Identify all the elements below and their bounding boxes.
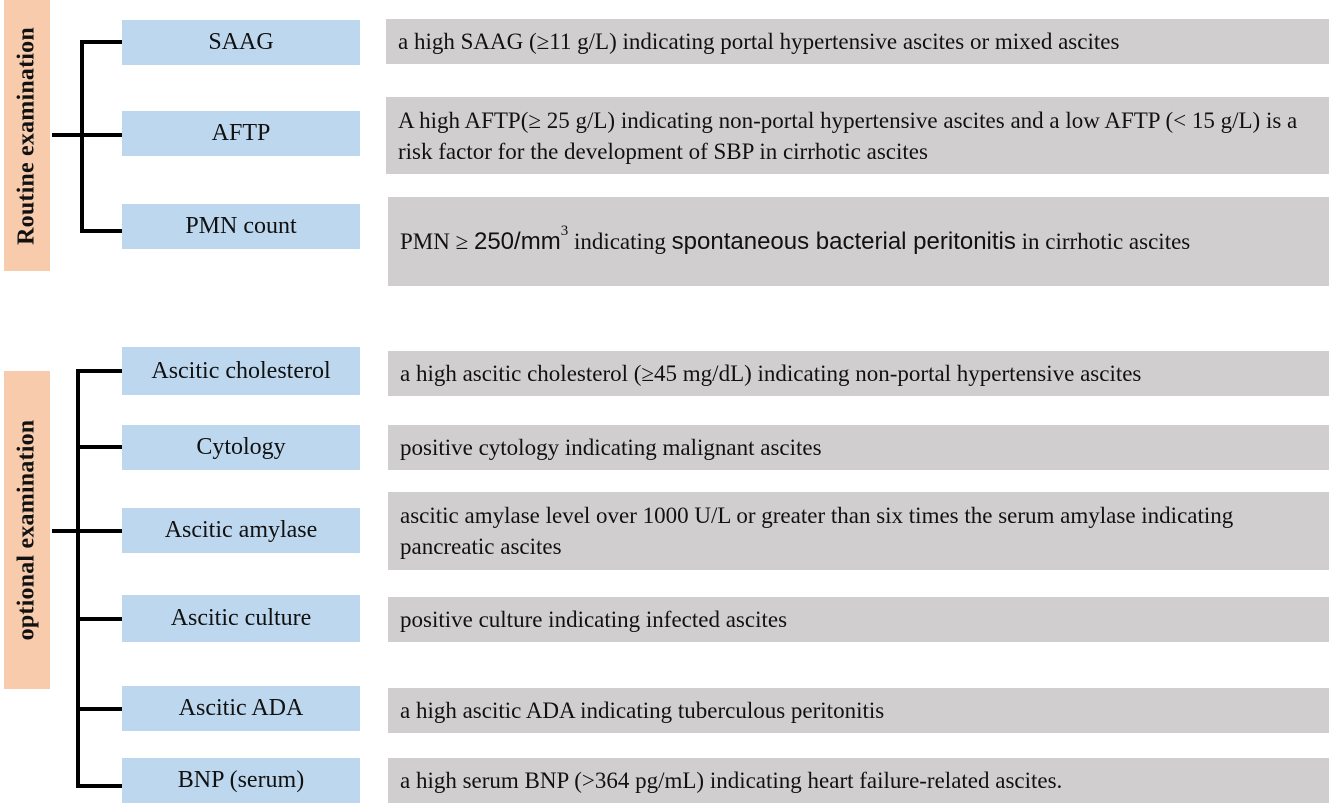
test-name: Ascitic ADA — [178, 695, 304, 721]
test-name: BNP (serum) — [177, 767, 305, 793]
test-name: PMN count — [185, 213, 297, 239]
test-description: a high ascitic cholesterol (≥45 mg/dL) indicating non-portal hypertensive ascites — [400, 361, 1142, 386]
optional-connector-branch-culture — [76, 617, 122, 621]
test-box-bnp-serum — [122, 758, 360, 803]
desc-box-aftp — [386, 97, 1329, 174]
test-name: AFTP — [211, 120, 271, 146]
routine-connector-branch-pmn — [80, 229, 122, 233]
pmn-suffix: in cirrhotic ascites — [1015, 229, 1191, 254]
routine-connector-branch-saag — [80, 40, 122, 44]
test-description: positive culture indicating infected ascites — [400, 607, 788, 632]
test-name: Ascitic amylase — [164, 517, 318, 543]
desc-box-ascitic-ada — [388, 688, 1329, 733]
desc-box-ascitic-cholesterol — [388, 351, 1329, 396]
desc-box-cytology — [388, 425, 1329, 470]
test-description: a high ascitic ADA indicating tuberculous peritonitis — [400, 698, 885, 723]
test-box-cytology — [122, 425, 360, 470]
desc-box-pmn-count — [388, 197, 1329, 286]
optional-group-label — [4, 371, 50, 689]
test-name: Cytology — [196, 434, 286, 460]
test-box-saag — [122, 20, 360, 65]
routine-connector-branch-aftp — [80, 133, 122, 137]
desc-box-saag — [386, 19, 1329, 64]
pmn-middle: indicating — [568, 229, 672, 254]
test-box-aftp — [122, 111, 360, 156]
test-name: Ascitic cholesterol — [151, 357, 331, 384]
test-name: Ascitic culture — [170, 605, 312, 631]
test-box-ascitic-culture — [122, 595, 360, 642]
test-box-ascitic-cholesterol — [122, 347, 360, 395]
optional-connector-branch-cholesterol — [76, 369, 122, 373]
pmn-value: 250/mm — [473, 228, 561, 255]
desc-box-bnp-serum — [388, 758, 1329, 803]
test-description: a high serum BNP (>364 pg/mL) indicating heart failure-related ascites. — [400, 768, 1063, 793]
test-description: a high SAAG (≥11 g/L) indicating portal hypertensive ascites or mixed ascites — [398, 29, 1120, 54]
desc-box-ascitic-culture — [388, 597, 1329, 642]
optional-connector-spine — [76, 369, 80, 788]
test-box-pmn-count — [122, 204, 360, 249]
optional-group-label-text: optional examination — [13, 419, 40, 641]
routine-group-label-text: Routine examination — [13, 26, 40, 245]
optional-connector-branch-amylase — [76, 529, 122, 533]
test-box-ascitic-amylase — [122, 508, 360, 553]
desc-box-ascitic-amylase — [388, 492, 1329, 570]
routine-group-label — [4, 0, 50, 271]
test-description: A high AFTP(≥ 25 g/L) indicating non-portal hypertensive ascites and a low AFTP (< 15 g/L) is a risk factor for the development of SBP in cirrhotic ascites — [398, 107, 1298, 164]
test-description: positive cytology indicating malignant ascites — [400, 435, 822, 460]
optional-connector-branch-ada — [76, 707, 122, 711]
test-description — [400, 223, 1191, 257]
test-name: SAAG — [208, 29, 274, 55]
optional-connector-branch-bnp — [76, 784, 122, 788]
optional-connector-branch-cytology — [76, 445, 122, 449]
test-description: ascitic amylase level over 1000 U/L or greater than six times the serum amylase indicating pancreatic ascites — [400, 503, 1234, 559]
pmn-superscript: 3 — [560, 223, 569, 239]
test-box-ascitic-ada — [122, 686, 360, 731]
pmn-emphasis: spontaneous bacterial peritonitis — [671, 228, 1016, 255]
pmn-prefix: PMN ≥ — [400, 229, 474, 254]
